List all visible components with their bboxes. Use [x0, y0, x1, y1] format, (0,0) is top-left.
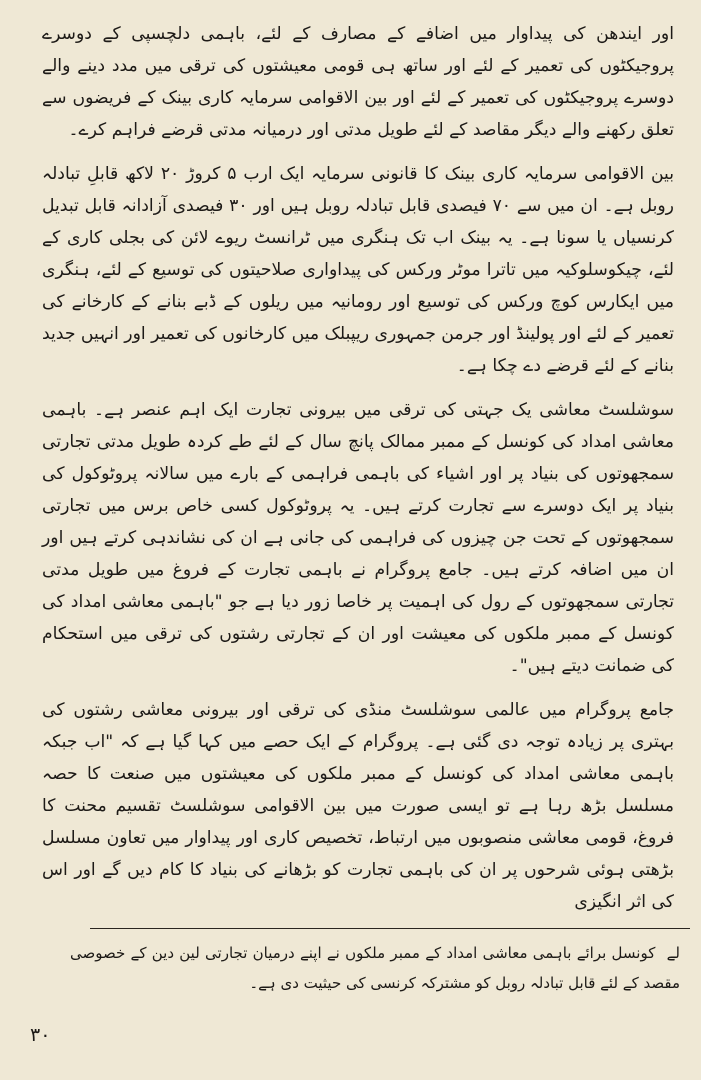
footnote-text: کونسل برائے باہمی معاشی امداد کے ممبر ملکوں نے اپنے درمیان تجارتی لین دین کے خصوصی مقصد کے لئے قابل تبادلہ روبل کو مشترکہ کرنسی کی حیثیت دی ہے۔ — [70, 944, 680, 992]
paragraph-3: سوشلسٹ معاشی یک جہتی کی ترقی میں بیرونی تجارت ایک اہم عنصر ہے۔ باہمی معاشی امداد کی کونسل کے ممبر ممالک پانچ سال کے لئے طے کردہ طویل مدتی تجارتی سمجھوتوں کی بنیاد پر اور اشیاء کی باہمی فراہمی کے بارے میں سالانہ پروٹوکول کی بنیاد پر ایک دوسرے سے تجارت کرتے ہیں۔ یہ پروٹوکول کسی خاص برس میں تجارتی سمجھوتوں کے تحت جن چیزوں کی فراہمی کی جانی ہے ان کی نشاندہی کرتے ہیں اور ان میں اضافہ کرتے ہیں۔ جامع پروگرام نے باہمی تجارت کے فروغ میں طویل مدتی تجارتی سمجھوتوں کے رول کی اہمیت پر خاصا زور دیا ہے جو "باہمی معاشی امداد کی کونسل کے ممبر ملکوں کی معیشت اور ان کے تجارتی رشتوں کی ترقی میں استحکام کی ضمانت دیتے ہیں"۔ — [42, 400, 674, 676]
page-number: ۳۰ — [30, 1024, 51, 1046]
paragraph-1: اور ایندھن کی پیداوار میں اضافے کے مصارف کے لئے، باہمی دلچسپی کے دوسرے پروجیکٹوں کی تعمیر کے لئے اور ساتھ ہی قومی معیشتوں کی ترقی میں مدد دینے والے دوسرے پروجیکٹوں کی تعمیر کے لئے اور بین الاقوامی سرمایہ کاری بینک کے فریضوں سے تعلق رکھنے والے دیگر مقاصد کے لئے طویل مدتی اور درمیانہ مدتی قرضے فراہم کرے۔ — [42, 24, 674, 140]
paragraph-4: جامع پروگرام میں عالمی سوشلسٹ منڈی کی ترقی اور بیرونی معاشی رشتوں کی بہتری پر زیادہ توجہ دی گئی ہے۔ پروگرام کے ایک حصے میں کہا گیا ہے کہ "اب جبکہ باہمی معاشی امداد کی کونسل کے ممبر ملکوں کی معیشتوں میں صنعت کا حصہ مسلسل بڑھ رہا ہے تو ایسی صورت میں بین الاقوامی سوشلسٹ تقسیم محنت کا فروغ، قومی معاشی منصوبوں میں ارتباط، تخصیص کاری اور پیداوار میں تعاون مسلسل بڑھتی ہوئی شرحوں پر ان کی باہمی تجارت کو بڑھانے کی بنیاد کا کام دیں گے اور اس کی اثر انگیزی — [42, 700, 674, 912]
footnote-divider — [90, 928, 690, 929]
footnote-marker: لے — [666, 944, 680, 962]
paragraph-2: بین الاقوامی سرمایہ کاری بینک کا قانونی سرمایہ ایک ارب ۵ کروڑ ۲۰ لاکھ قابلِ تبادلہ روبل ہے۔ ان میں سے ۷۰ فیصدی قابل تبادلہ روبل ہیں اور ۳۰ فیصدی آزادانہ قابل تبدیل کرنسیاں یا سونا ہے۔ یہ بینک اب تک ہنگری میں ٹرانسٹ ریوے لائن کی بجلی کاری کے لئے، چیکوسلوکیہ میں تاترا موٹر ورکس کی پیداواری صلاحیتوں کی توسیع کے لئے، ہنگری میں ایکارس کوچ ورکس کی توسیع اور رومانیہ میں ریلوں کے ڈبے بنانے کے کارخانے کی تعمیر کے لئے اور پولینڈ اور جرمن جمہوری ریپبلک میں کارخانوں کی تعمیر اور انہیں جدید بنانے کے لئے قرضے دے چکا ہے۔ — [42, 164, 674, 376]
main-text — [42, 18, 674, 918]
footnote — [70, 938, 680, 998]
